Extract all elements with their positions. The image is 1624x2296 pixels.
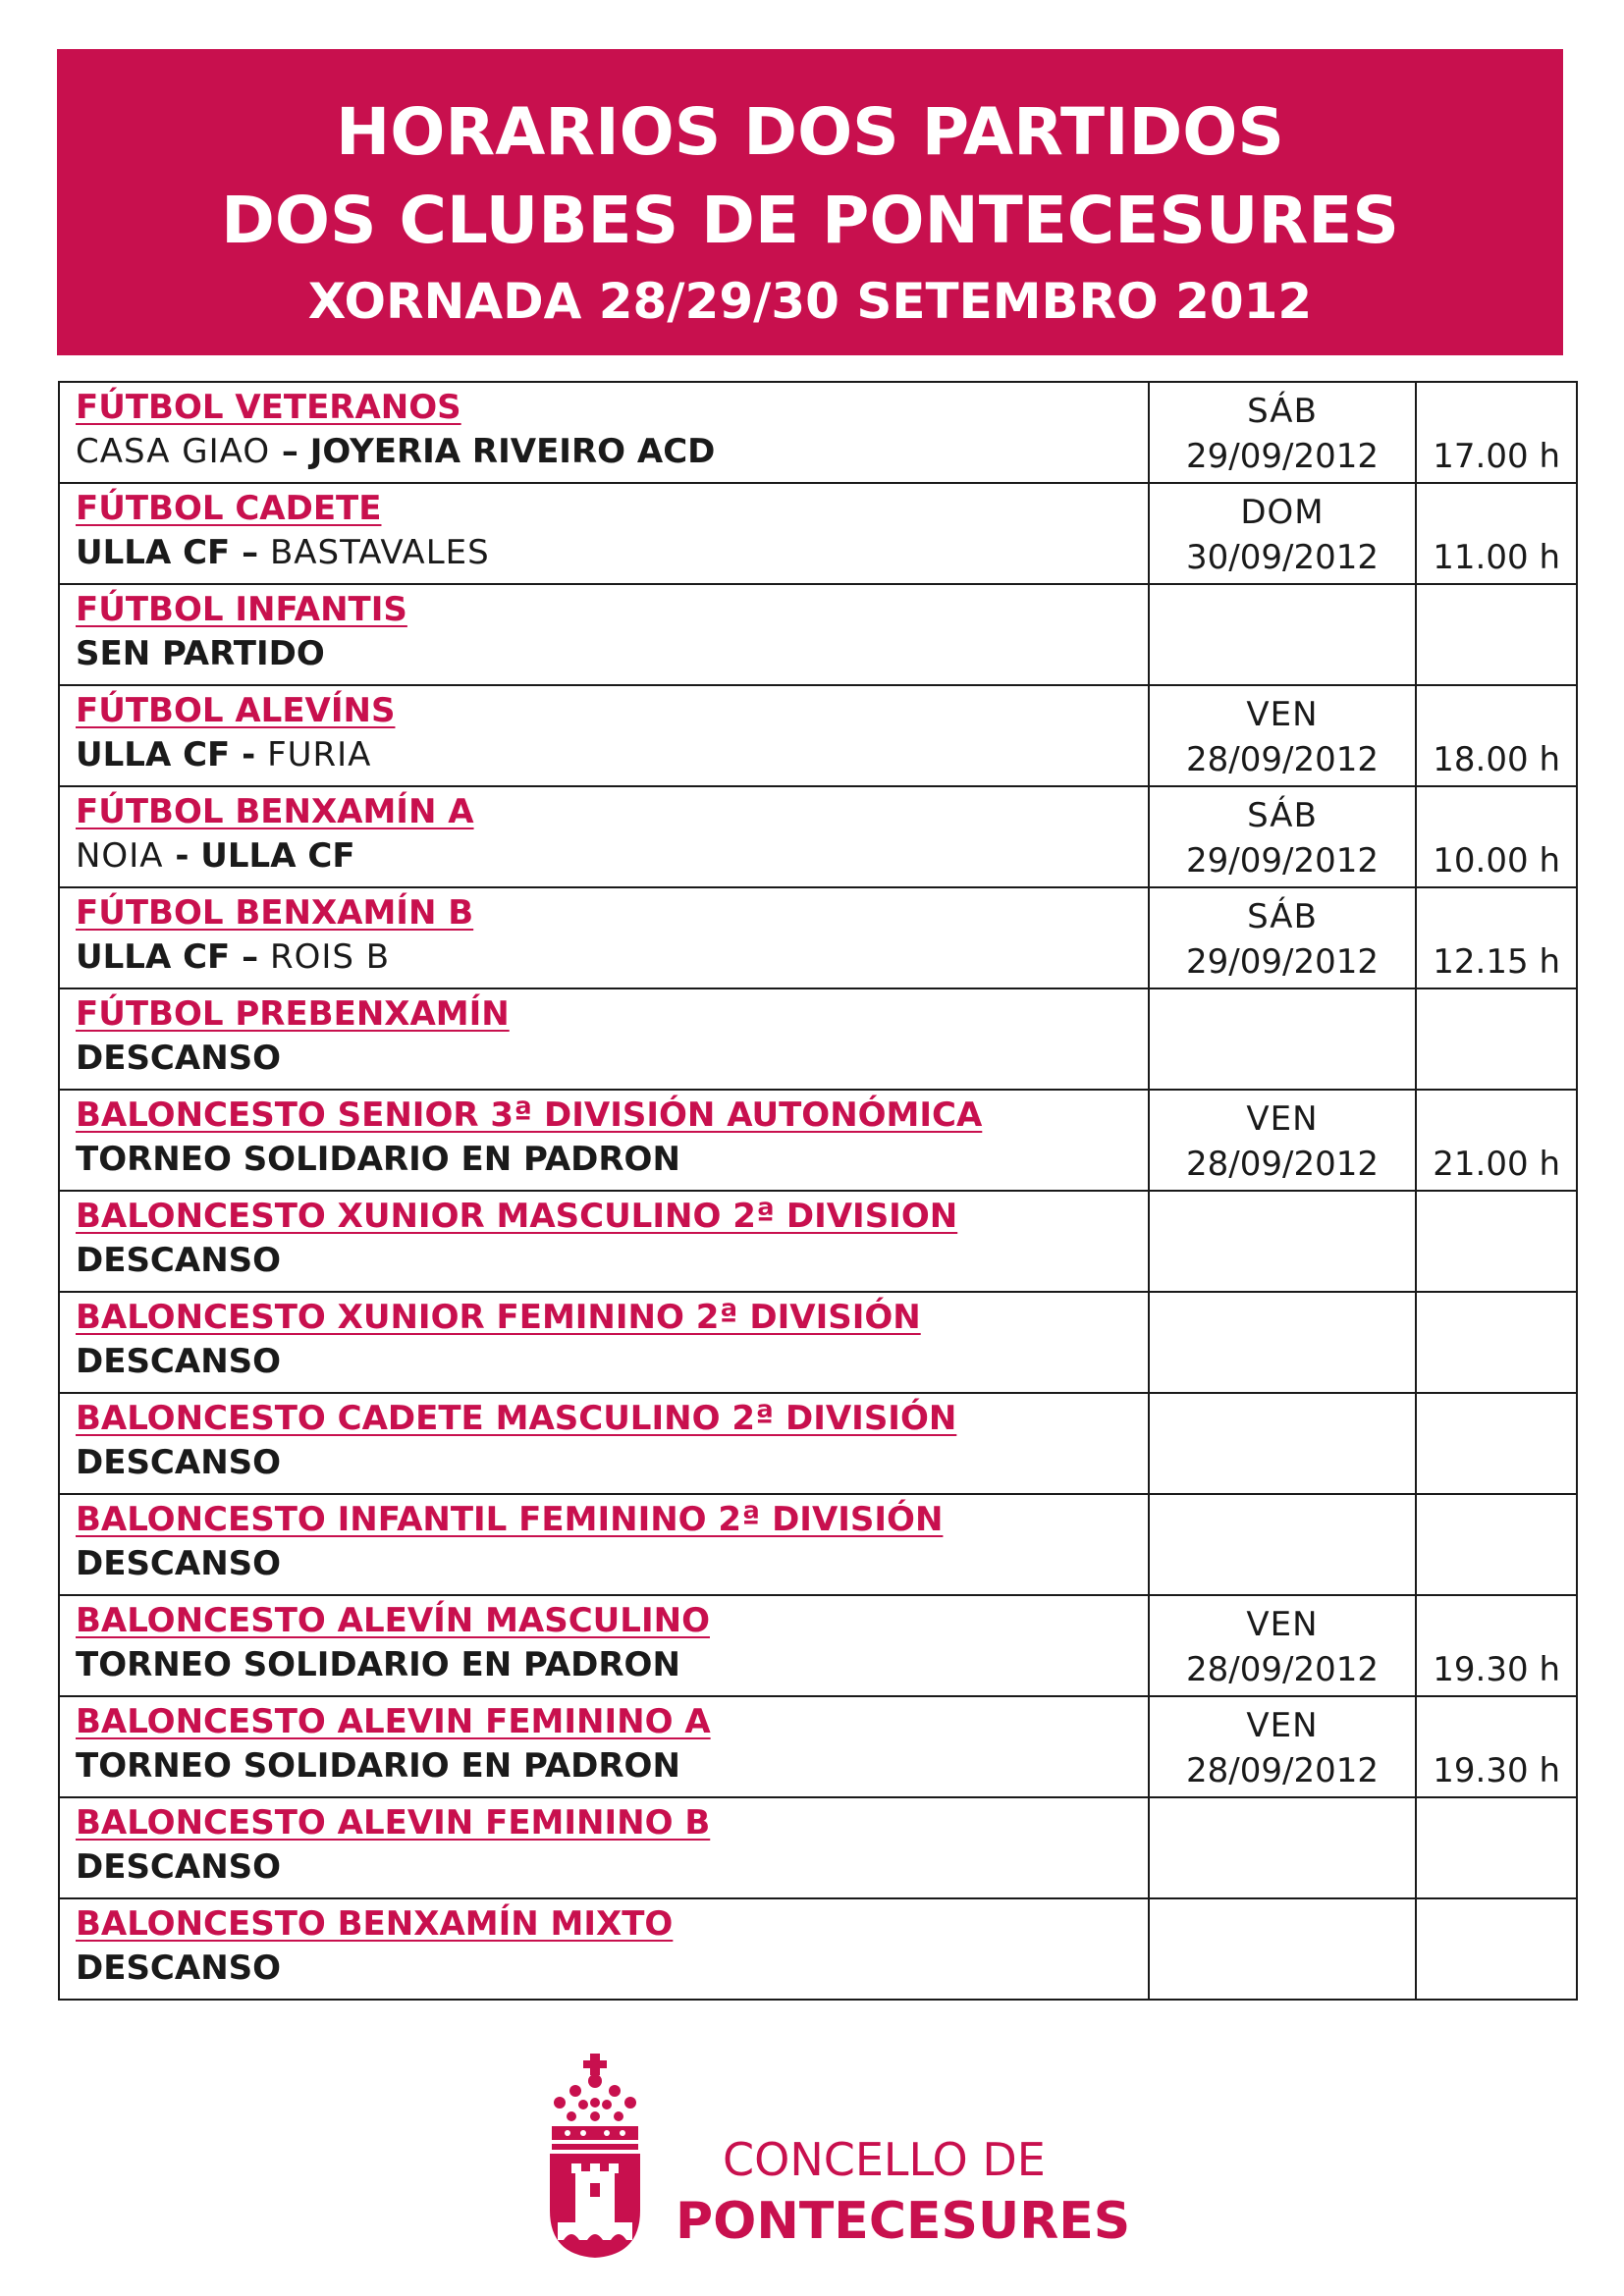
category-link[interactable]: FÚTBOL CADETE: [76, 489, 382, 528]
time-cell: [1416, 1494, 1577, 1595]
match-time: 10.00 h: [1433, 841, 1560, 881]
team-b: ULLA CF: [200, 836, 355, 876]
weekday: VEN: [1246, 695, 1319, 734]
time-cell: [1416, 1292, 1577, 1393]
table-row: [59, 1898, 1577, 2000]
time-cell: [1416, 1191, 1577, 1292]
team-a: DESCANSO: [76, 1241, 282, 1280]
category-link[interactable]: BALONCESTO INFANTIL FEMININO 2ª DIVISIÓN: [76, 1500, 944, 1539]
time-cell: [1416, 988, 1577, 1090]
event-cell: [59, 1090, 1149, 1191]
weekday: SÁB: [1247, 796, 1318, 835]
table-row: [59, 1696, 1577, 1797]
time-cell: [1416, 1696, 1577, 1797]
category-link[interactable]: BALONCESTO BENXAMÍN MIXTO: [76, 1904, 674, 1944]
match-line: [76, 1036, 1148, 1081]
match-time: 17.00 h: [1433, 437, 1560, 476]
table-row: [59, 988, 1577, 1090]
table-row: [59, 1797, 1577, 1898]
category-link[interactable]: FÚTBOL PREBENXAMÍN: [76, 994, 510, 1034]
category-link[interactable]: BALONCESTO ALEVIN FEMININO B: [76, 1803, 711, 1842]
table-row: [59, 584, 1577, 685]
match-line: [76, 1238, 1148, 1283]
team-b: ROIS B: [269, 937, 391, 977]
team-b: BASTAVALES: [269, 533, 490, 572]
time-cell: [1416, 685, 1577, 786]
time-cell: [1416, 1595, 1577, 1696]
match-date: 28/09/2012: [1186, 740, 1379, 779]
match-line: [76, 1440, 1148, 1485]
municipal-crest-icon: [546, 2054, 644, 2260]
match-line: [76, 934, 1148, 980]
match-line: [76, 1642, 1148, 1687]
match-time: 12.15 h: [1433, 942, 1560, 982]
match-line: [76, 530, 1148, 575]
match-line: [76, 1946, 1148, 1991]
category-link[interactable]: FÚTBOL ALEVÍNS: [76, 691, 396, 730]
time-cell: [1416, 887, 1577, 988]
event-cell: [59, 685, 1149, 786]
table-row: [59, 1191, 1577, 1292]
team-a: DESCANSO: [76, 1039, 282, 1078]
table-row: [59, 1494, 1577, 1595]
event-cell: [59, 1393, 1149, 1494]
match-line: [76, 1137, 1148, 1182]
team-a: ULLA CF: [76, 937, 231, 977]
category-link[interactable]: FÚTBOL BENXAMÍN B: [76, 893, 474, 933]
date-cell: [1149, 1393, 1416, 1494]
category-link[interactable]: BALONCESTO SENIOR 3ª DIVISIÓN AUTONÓMICA: [76, 1095, 983, 1135]
category-link[interactable]: BALONCESTO ALEVIN FEMININO A: [76, 1702, 711, 1741]
date-cell: [1149, 1090, 1416, 1191]
match-separator: –: [230, 937, 270, 977]
time-cell: [1416, 483, 1577, 584]
team-a: TORNEO SOLIDARIO EN PADRON: [76, 1746, 680, 1786]
time-cell: [1416, 1393, 1577, 1494]
team-b: FURIA: [267, 735, 372, 774]
match-date: 28/09/2012: [1186, 1145, 1379, 1184]
date-cell: [1149, 887, 1416, 988]
table-row: [59, 1292, 1577, 1393]
table-row: [59, 1090, 1577, 1191]
team-a: ULLA CF: [76, 533, 231, 572]
org-name-line-2: PONTECESURES: [676, 2192, 1131, 2251]
match-separator: –: [270, 432, 310, 471]
team-a: SEN PARTIDO: [76, 634, 325, 673]
team-a: DESCANSO: [76, 1949, 282, 1988]
match-time: 21.00 h: [1433, 1145, 1560, 1184]
match-date: 29/09/2012: [1186, 841, 1379, 881]
match-separator: –: [230, 533, 270, 572]
team-a: NOIA: [76, 836, 164, 876]
match-time: 19.30 h: [1433, 1751, 1560, 1790]
time-cell: [1416, 1090, 1577, 1191]
weekday: DOM: [1240, 493, 1325, 532]
schedule-body: [59, 382, 1577, 2000]
date-cell: [1149, 1696, 1416, 1797]
time-cell: [1416, 382, 1577, 483]
match-line: [76, 1743, 1148, 1789]
date-cell: [1149, 1898, 1416, 2000]
category-link[interactable]: BALONCESTO XUNIOR FEMININO 2ª DIVISIÓN: [76, 1298, 921, 1337]
event-cell: [59, 584, 1149, 685]
date-cell: [1149, 786, 1416, 887]
date-cell: [1149, 988, 1416, 1090]
match-line: [76, 732, 1148, 777]
match-date: 29/09/2012: [1186, 942, 1379, 982]
table-row: [59, 483, 1577, 584]
event-cell: [59, 382, 1149, 483]
team-a: TORNEO SOLIDARIO EN PADRON: [76, 1645, 680, 1684]
event-cell: [59, 887, 1149, 988]
weekday: SÁB: [1247, 897, 1318, 936]
match-separator: -: [163, 836, 201, 876]
table-row: [59, 1393, 1577, 1494]
team-a: DESCANSO: [76, 1544, 282, 1583]
match-date: 28/09/2012: [1186, 1650, 1379, 1689]
match-time: 19.30 h: [1433, 1650, 1560, 1689]
date-cell: [1149, 685, 1416, 786]
title-line-1: HORARIOS DOS PARTIDOS: [336, 94, 1284, 170]
event-cell: [59, 988, 1149, 1090]
match-line: [76, 631, 1148, 676]
time-cell: [1416, 1797, 1577, 1898]
category-link[interactable]: FÚTBOL VETERANOS: [76, 388, 461, 427]
event-cell: [59, 483, 1149, 584]
match-time: 11.00 h: [1433, 538, 1560, 577]
match-time: 18.00 h: [1433, 740, 1560, 779]
weekday: SÁB: [1247, 392, 1318, 431]
category-link[interactable]: BALONCESTO CADETE MASCULINO 2ª DIVISIÓN: [76, 1399, 957, 1438]
date-cell: [1149, 1494, 1416, 1595]
event-cell: [59, 786, 1149, 887]
match-line: [76, 1844, 1148, 1890]
table-row: [59, 1595, 1577, 1696]
category-link[interactable]: BALONCESTO ALEVÍN MASCULINO: [76, 1601, 710, 1640]
event-cell: [59, 1696, 1149, 1797]
date-cell: [1149, 483, 1416, 584]
match-line: [76, 1541, 1148, 1586]
date-cell: [1149, 1191, 1416, 1292]
team-a: TORNEO SOLIDARIO EN PADRON: [76, 1140, 680, 1179]
table-row: [59, 887, 1577, 988]
match-date: 30/09/2012: [1186, 538, 1379, 577]
schedule-table: [58, 381, 1578, 2001]
match-line: [76, 833, 1148, 879]
event-cell: [59, 1191, 1149, 1292]
event-cell: [59, 1797, 1149, 1898]
date-cell: [1149, 382, 1416, 483]
date-cell: [1149, 1595, 1416, 1696]
match-date: 28/09/2012: [1186, 1751, 1379, 1790]
time-cell: [1416, 584, 1577, 685]
table-row: [59, 786, 1577, 887]
match-date: 29/09/2012: [1186, 437, 1379, 476]
category-link[interactable]: FÚTBOL INFANTIS: [76, 590, 407, 629]
event-cell: [59, 1494, 1149, 1595]
event-cell: [59, 1595, 1149, 1696]
date-cell: [1149, 584, 1416, 685]
team-a: DESCANSO: [76, 1443, 282, 1482]
title-line-2: DOS CLUBES DE PONTECESURES: [221, 183, 1399, 258]
time-cell: [1416, 786, 1577, 887]
category-link[interactable]: BALONCESTO XUNIOR MASCULINO 2ª DIVISION: [76, 1197, 958, 1236]
match-separator: -: [230, 735, 268, 774]
footer-logo: [546, 2054, 1131, 2260]
match-line: [76, 429, 1148, 474]
date-cell: [1149, 1797, 1416, 1898]
team-a: DESCANSO: [76, 1342, 282, 1381]
event-cell: [59, 1898, 1149, 2000]
title-banner: [57, 49, 1563, 355]
event-cell: [59, 1292, 1149, 1393]
weekday: VEN: [1246, 1099, 1319, 1139]
subtitle: XORNADA 28/29/30 SETEMBRO 2012: [307, 273, 1313, 330]
weekday: VEN: [1246, 1605, 1319, 1644]
time-cell: [1416, 1898, 1577, 2000]
date-cell: [1149, 1292, 1416, 1393]
match-line: [76, 1339, 1148, 1384]
weekday: VEN: [1246, 1706, 1319, 1745]
team-a: DESCANSO: [76, 1847, 282, 1887]
team-a: ULLA CF: [76, 735, 231, 774]
table-row: [59, 685, 1577, 786]
table-row: [59, 382, 1577, 483]
org-name-line-1: CONCELLO DE: [723, 2133, 1046, 2186]
category-link[interactable]: FÚTBOL BENXAMÍN A: [76, 792, 474, 831]
team-b: JOYERIA RIVEIRO ACD: [309, 432, 716, 471]
team-a: CASA GIAO: [76, 432, 271, 471]
